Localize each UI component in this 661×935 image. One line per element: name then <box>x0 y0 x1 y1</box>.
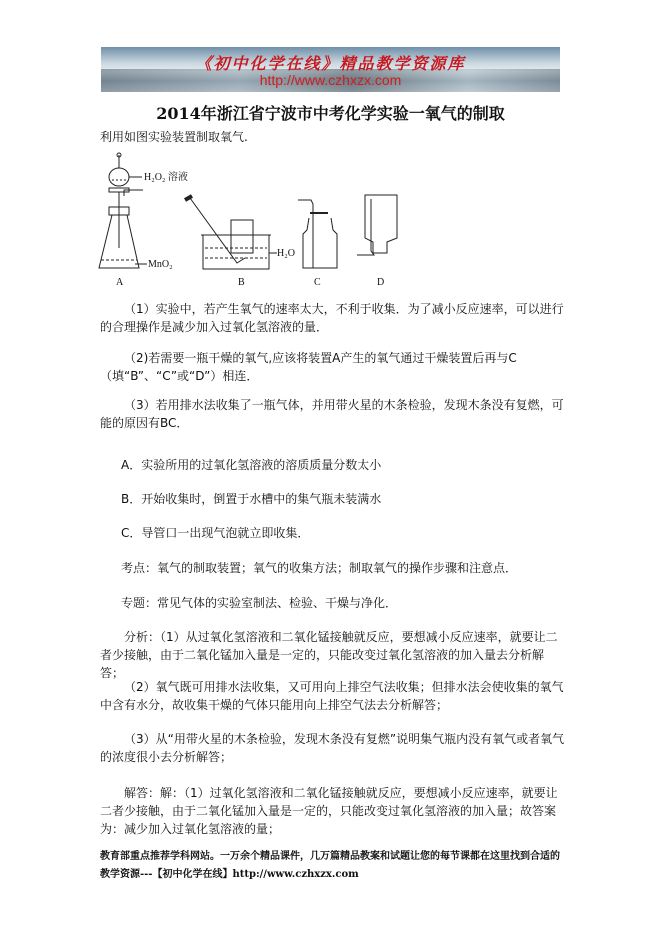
answer-text: 解答：解：（1）过氧化氢溶液和二氧化锰接触就反应，要想减小反应速率，就要让二者少接触，由于二氧化锰加入量是一定的，只能改变过氧化氢溶液的加入量；故答案为：减少加入过氧化氢溶液的量； <box>100 786 558 836</box>
footer-line-2[interactable]: 教学资源---【初中化学在线】http://www.czhxzx.com <box>100 869 359 880</box>
option-b: B．开始收集时，倒置于水槽中的集气瓶未装满水 <box>121 492 382 506</box>
question-1: （1）实验中，若产生氧气的速率太大，不利于收集．为了减小反应速率，可以进行的合理操作是减少加入过氧化氢溶液的量． <box>100 302 564 334</box>
question-3: （3）若用排水法收集了一瓶气体，并用带火星的木条检验，发现木条没有复燃，可能的原因有BC． <box>100 398 564 430</box>
apparatus-d <box>357 195 397 255</box>
h2o-label: H₂O <box>277 248 295 259</box>
kaodian-text: 考点：氧气的制取装置；氧气的收集方法；制取氧气的操作步骤和注意点． <box>121 561 518 575</box>
zhuanti-text: 专题：常见气体的实验室制法、检验、干燥与净化． <box>121 596 398 610</box>
label-d: D <box>377 277 385 288</box>
option-a: A．实验所用的过氧化氢溶液的溶质质量分数太小 <box>121 458 382 472</box>
apparatus-figure <box>97 150 417 290</box>
analysis-3: （3）从“用带火星的木条检验，发现木条没有复燃”说明集气瓶内没有氧气或者氧气的浓度很小去分析解答； <box>100 732 565 764</box>
site-banner <box>101 47 560 92</box>
apparatus-b <box>185 196 277 269</box>
mno2-label: MnO₂ <box>148 259 173 270</box>
option-c: C．导管口一出现气泡就立即收集． <box>121 526 310 540</box>
analysis-2: （2）氧气既可用排水法收集，又可用向上排空气法收集；但排水法会使收集的氧气中含有水分，故收集干燥的气体只能用向上排空气法去分析解答； <box>100 680 564 712</box>
footer-line-1: 教育部重点推荐学科网站。一万余个精品课件，几万篇精品教案和试题让您的每节课都在这里找到合适的 <box>100 851 560 862</box>
apparatus-c <box>298 200 337 268</box>
apparatus-a <box>99 153 147 268</box>
document-title: 2014年浙江省宁波市中考化学实验一氧气的制取 <box>156 104 505 123</box>
label-b: B <box>238 277 245 288</box>
intro-text: 利用如图实验装置制取氧气. <box>100 130 248 144</box>
label-a: A <box>116 277 124 288</box>
banner-url[interactable]: http://www.czhxzx.com <box>259 72 402 88</box>
h2o2-label: H₂O₂ 溶液 <box>144 172 188 183</box>
question-2: （2)若需要一瓶干燥的氧气,应该将装置A产生的氧气通过干燥装置后再与C（填“B”、“C”或“D”）相连． <box>100 351 517 383</box>
banner-title: 《初中化学在线》精品教学资源库 <box>195 54 466 73</box>
analysis-1: 分析：（1）从过氧化氢溶液和二氧化锰接触就反应，要想减小反应速率，就要让二者少接触，由于二氧化锰加入量是一定的，只能改变过氧化氢溶液的加入量去分析解答； <box>100 630 558 680</box>
label-c: C <box>314 277 321 288</box>
